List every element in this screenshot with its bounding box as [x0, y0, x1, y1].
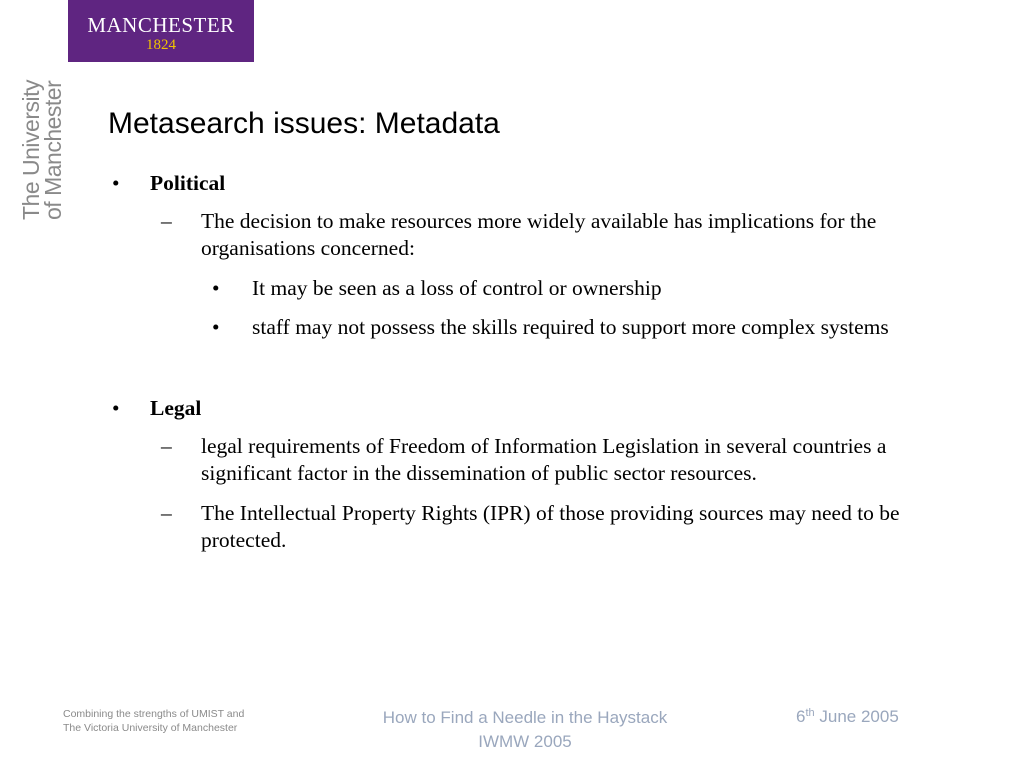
date-day: 6	[796, 707, 806, 726]
bullet-marker: •	[212, 315, 220, 339]
footer-presentation-title	[340, 706, 710, 754]
list-item	[112, 500, 942, 554]
point-text: The Intellectual Property Rights (IPR) of those providing sources may need to be protected.	[201, 501, 900, 552]
bullet-marker: •	[112, 396, 120, 420]
section-political	[112, 170, 942, 197]
bullet-marker: •	[212, 276, 220, 300]
footer-tagline	[63, 707, 283, 735]
list-item	[112, 314, 942, 341]
logo-year: 1824	[146, 37, 176, 53]
slide-title: Metasearch issues: Metadata	[108, 107, 500, 140]
date-ordinal-suffix: th	[805, 707, 815, 719]
subpoint-text: staff may not possess the skills required to support more complex systems	[252, 315, 889, 339]
list-item	[112, 433, 942, 487]
point-text: legal requirements of Freedom of Information Legislation in several countries a significant factor in the dissemination of public sector resources.	[201, 434, 887, 485]
footer-talk-title: How to Find a Needle in the Haystack	[382, 708, 668, 727]
dash-marker: –	[161, 501, 172, 525]
footer-tagline-line-2: The Victoria University of Manchester	[63, 722, 238, 734]
vertical-name-line-1: The University	[18, 80, 44, 220]
bullet-marker: •	[112, 171, 120, 195]
vertical-name-line-2: of Manchester	[40, 80, 66, 220]
vertical-university-name	[16, 66, 68, 220]
section-legal	[112, 395, 942, 422]
slide-body	[112, 170, 942, 567]
dash-marker: –	[161, 209, 172, 233]
section-heading: Legal	[150, 396, 202, 420]
dash-marker: –	[161, 434, 172, 458]
footer-date	[796, 706, 899, 728]
logo-wordmark: MANCHESTER	[87, 13, 235, 37]
point-text: The decision to make resources more widely available has implications for the organisations concerned:	[201, 209, 877, 260]
university-logo	[68, 0, 254, 62]
footer-event-name: IWMW 2005	[478, 732, 572, 751]
section-heading: Political	[150, 171, 226, 195]
footer-tagline-line-1: Combining the strengths of UMIST and	[63, 708, 245, 720]
subpoint-text: It may be seen as a loss of control or ownership	[252, 276, 662, 300]
list-item	[112, 208, 942, 262]
list-item	[112, 275, 942, 302]
section-spacer	[112, 353, 942, 395]
date-month-year: June 2005	[814, 707, 899, 726]
